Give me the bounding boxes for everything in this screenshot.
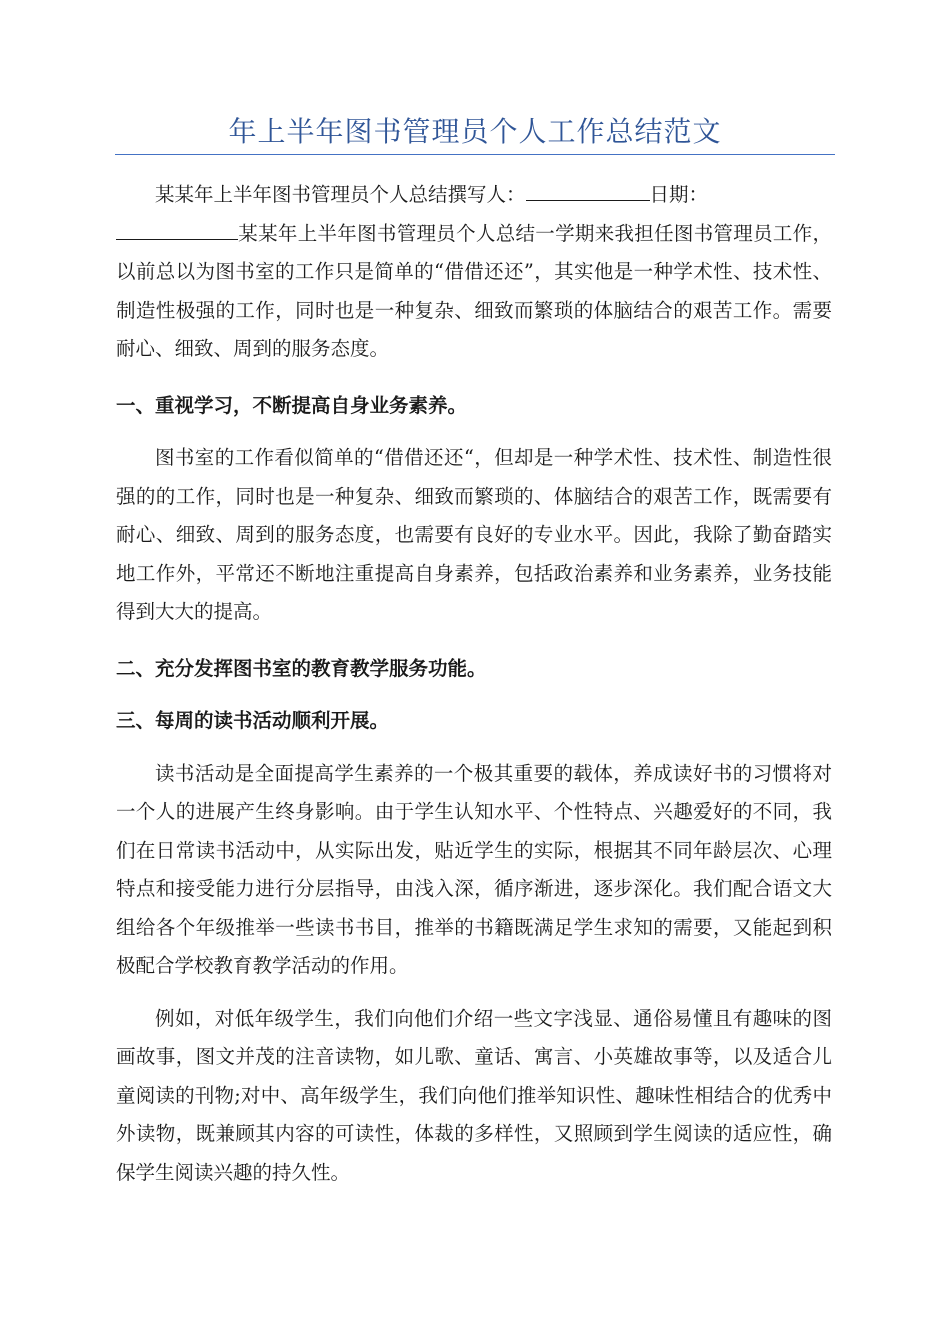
section-heading-3: 三、每周的读书活动顺利开展。 <box>116 709 390 732</box>
date-blank <box>116 217 238 240</box>
section-paragraph-3b: 例如，对低年级学生，我们向他们介绍一些文字浅显、通俗易懂且有趣味的图画故事，图文并茂的注音读物，如儿歌、童话、寓言、小英雄故事等，以及适合儿童阅读的刊物;对中、高年级学生，我们向他们推举知识性、趣味性相结合的优秀中外读物，既兼顾其内容的可读性，体裁的多样性，又照顾到学生阅读的适应性，确保学生阅读兴趣的持久性。 <box>116 1006 832 1184</box>
document-title: 年上半年图书管理员个人工作总结范文 <box>228 115 722 148</box>
intro-paragraph <box>116 176 832 369</box>
section-paragraph-1: 图书室的工作看似简单的“借借还还“，但却是一种学术性、技术性、制造性很强的的工作，同时也是一种复杂、细致而繁琐的、体脑结合的艰苦工作，既需要有耐心、细致、周到的服务态度，也需要有良好的专业水平。因此，我除了勤奋踏实地工作外，平常还不断地注重提高自身素养，包括政治素养和业务素养，业务技能得到大大的提高。 <box>116 446 832 623</box>
title-underline <box>115 154 835 155</box>
intro-author-label: 某某年上半年图书管理员个人总结撰写人： <box>155 183 526 206</box>
intro-date-label: 日期： <box>649 183 709 206</box>
section-heading-2: 二、充分发挥图书室的教育教学服务功能。 <box>116 656 487 680</box>
section-paragraph-3: 读书活动是全面提高学生素养的一个极其重要的载体，养成读好书的习惯将对一个人的进展产生终身影响。由于学生认知水平、个性特点、兴趣爱好的不同，我们在日常读书活动中，从实际出发，贴近学生的实际，根据其不同年龄层次、心理特点和接受能力进行分层指导，由浅入深，循序渐进，逐步深化。我们配合语文大组给各个年级推举一些读书书目，推举的书籍既满足学生求知的需要，又能起到积极配合学校教育教学活动的作用。 <box>116 761 832 977</box>
author-blank <box>526 178 650 201</box>
document-body <box>116 176 832 1192</box>
intro-body-text: 某某年上半年图书管理员个人总结一学期来我担任图书管理员工作，以前总以为图书室的工作只是简单的“借借还还”，其实他是一种学术性、技术性、制造性极强的工作，同时也是一种复杂、细致而繁琐的体脑结合的艰苦工作。需要耐心、细致、周到的服务态度。 <box>116 221 832 360</box>
section-heading-1: 一、重视学习，不断提高自身业务素养。 <box>116 393 468 417</box>
